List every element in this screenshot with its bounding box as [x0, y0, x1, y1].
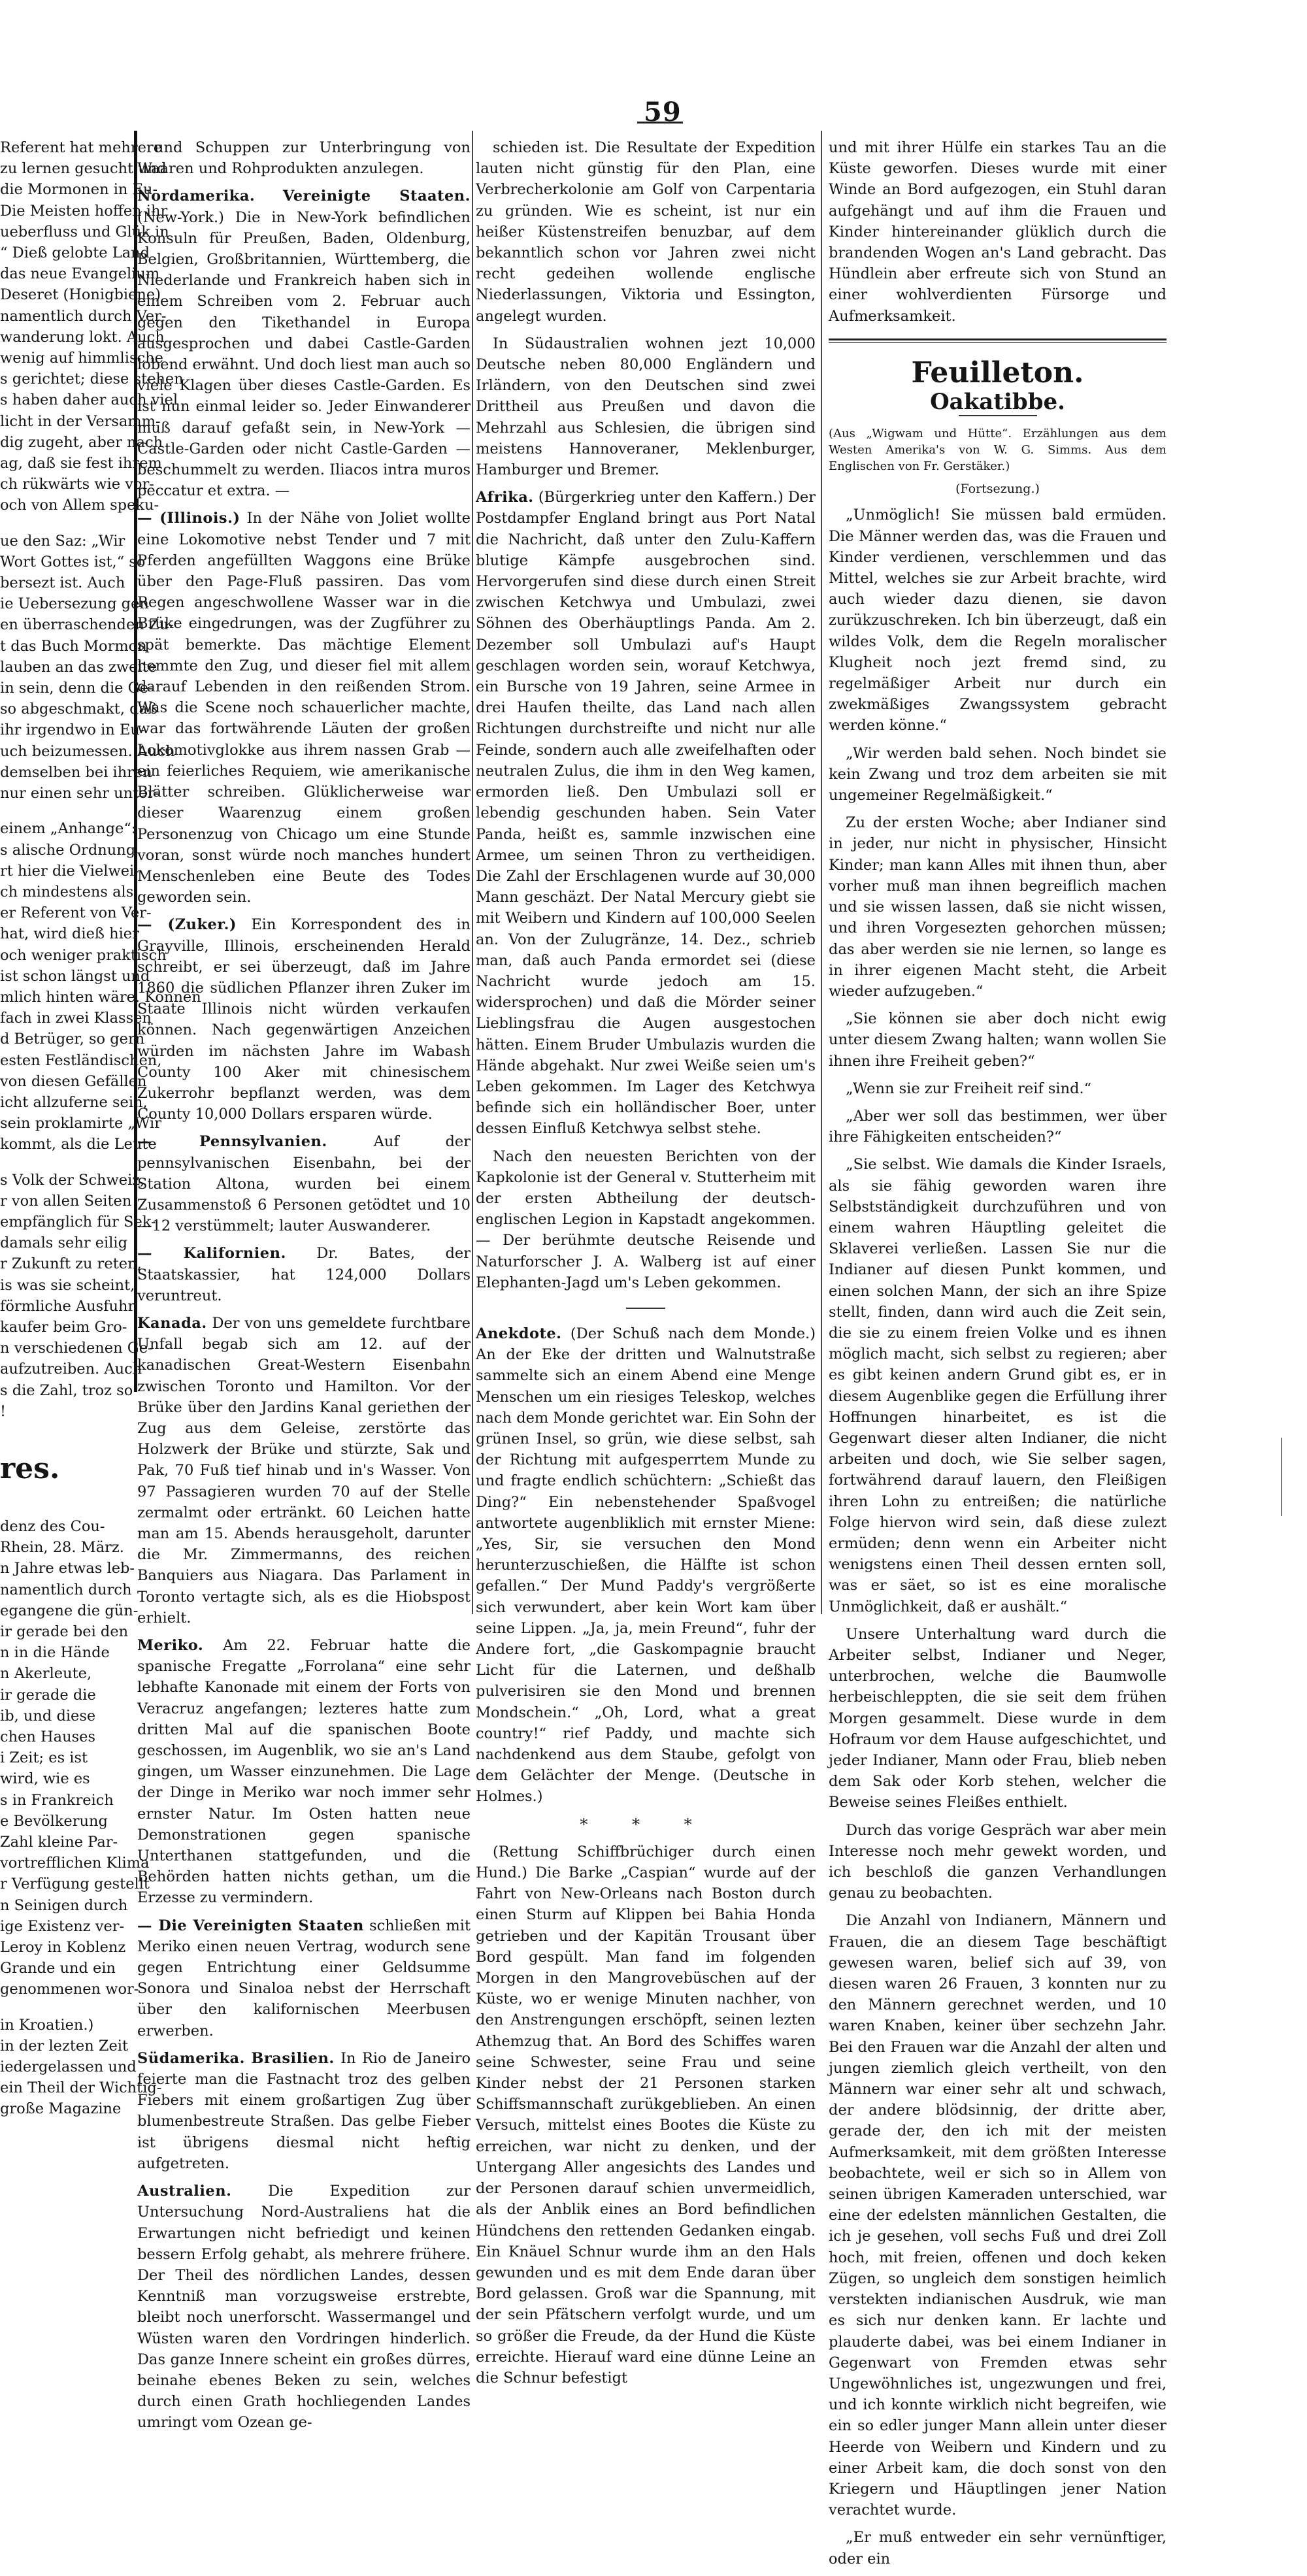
article-paragraph — [137, 2048, 471, 2174]
article-text: (New-York.) Die in New-York befindlichen Konsuln für Preußen, Baden, Oldenburg, Belgien, Großbritannien, Württemberg, die Niederlande und Frankreich haben sich in einem Schreiben vom 2. Februar auch gegen den Tikethandel in Europa ausgesprochen und dabei Castle-Garden lobend erwähnt. Und doch liest man auch so viele Klagen über dieses Castle-Garden. Es ist nun einmal leider so. Jeder Einwanderer muß darauf gefaßt sein, in New-York — Castle-Garden oder nicht Castle-Garden — beschummelt zu werden. Iliacos intra muros peccatur et extra. — — [137, 208, 471, 500]
text-line: demselben bei ihren — [0, 763, 152, 781]
text-line: ihr irgendwo in Eu- — [0, 721, 145, 739]
text-line: er Referent von Ver- — [0, 904, 152, 922]
article-paragraph — [137, 914, 471, 1125]
text-line: n Akerleute, — [0, 1665, 92, 1683]
text-line: Die Meisten hoffen ihr — [0, 202, 168, 220]
text-line: aufzutreiben. Auch — [0, 1361, 142, 1378]
text-line: och von Allem speku- — [0, 497, 159, 514]
article-separator — [626, 1308, 665, 1309]
text-line: fach in zwei Klassen — [0, 1010, 152, 1027]
text-line: von diesen Gefällen — [0, 1072, 147, 1090]
story-paragraph: „Unmöglich! Sie müssen bald ermüden. Die Männer werden das, was die Frauen und Kinder verdienen, verschlemmen und das Mittel, welches sie zur Arbeit brachte, wird auch wieder dazu dienen, sie davon zurükzuschreken. Ich bin überzeugt, daß ein wildes Volk, dem die Regeln moralischer Klugheit noch jezt fremd sind, zu regelmäßiger Arbeit nur durch ein zwekmäßiges Zwangssystem gebracht werden könne.“ — [829, 506, 1166, 735]
article-paragraph — [137, 1915, 471, 2041]
story-source-note: (Aus „Wigwam und Hütte“. Erzählungen aus dem Westen Amerika's von W. G. Simms. Aus dem Englischen von Fr. Gerstäker.) — [829, 427, 1166, 474]
article-lead: — (Zuker.) — [137, 916, 237, 934]
column-divider-2 — [472, 131, 473, 1614]
text-line: in der lezten Zeit — [0, 2037, 129, 2055]
text-line: s in Frankreich — [0, 1791, 114, 1809]
article-text: Ein Korrespondent des in Grayville, Illinois, erscheinenden Herald schreibt, er sei überzeugt, daß im Jahre 1860 die südlichen Pflanzer ihren Zuker im Staate Illinois nicht würden verkaufen können. Nach gegenwärtigen Anzeichen würden im nächsten Jahre im Wabash County 100 Aker mit chinesischem Zukerrohr bepflanzt werden, was dem County 10,000 Dollars ersparen würde. — [137, 916, 471, 1123]
text-line: wanderung lokt. Auch — [0, 328, 165, 346]
text-line: ie Uebersezung gen — [0, 595, 149, 613]
text-line: r von allen Seiten — [0, 1192, 132, 1210]
text-line: iedergelassen und — [0, 2058, 137, 2076]
story-paragraph: „Sie selbst. Wie damals die Kinder Israels, als sie fähig geworden waren ihre Selbstständigkeit durchzuführen und von einem wahren Häuptling geleitet die Sklaverei verließen. Lassen Sie nur die Indianer auf diesen Punkt kommen, und einen solchen Mann, der sich an ihre Spize stellt, finden, dann wird auch die Zeit sein, die sie zu einem freien Volke und es ihnen möglich macht, sich selbst zu regieren; aber es gibt keinen andern Grund gibt es, er in diesem Augenblike gegen die Erfüllung ihrer Hoffnungen hinarbeitet, es ist die Gegenwart dieser alten Indianer, die nicht arbeiten und doch, wie Sie selber sagen, fortwährend darauf lauern, den Fleißigen ihren Lohn zu entreißen; die natürliche Folge hiervon wird sein, daß diese zulezt ermüden; denn wenn ein Arbeiter nicht wenigstens einen Theil dessen ernten soll, was er säet, so ist es eine moralische Unmöglichkeit, daß er aushält.“ — [829, 1156, 1166, 1615]
article-text: In der Nähe von Joliet wollte eine Lokomotive nebst Tender und 7 mit Pferden angefüllten Waggons eine Brüke über den Page-Fluß passiren. Das vom Regen angeschwollene Wasser war in die Brüke eingedrungen, was der Zugführer zu spät bemerkte. Das mächtige Element hemmte den Zug, und dieser fiel mit allem darauf Lebenden in den reißenden Strom. Was die Scene noch schauerlicher machte, war das fortwährende Läuten der großen Lokomotivglokke aus ihrem nassen Grab — ein feierliches Requiem, wie amerikanische Blätter schreiben. Glüklicherweise war dieser Waarenzug einem großen Personenzug von Chicago um eine Stunde voran, sonst würde noch manches hundert Menschenleben eine Beute des Todes geworden sein. — [137, 510, 471, 906]
line-gap — [0, 804, 131, 818]
news-column-1 — [137, 137, 471, 2440]
text-line: die Mormonen in Eu- — [0, 181, 158, 199]
text-line: vortrefflichen Klima — [0, 1855, 150, 1872]
article-paragraph — [137, 2181, 471, 2433]
article-lead: Meriko. — [137, 1637, 204, 1655]
title-rule — [959, 415, 1037, 416]
text-line: denz des Cou- — [0, 1517, 105, 1535]
text-line: ue den Saz: „Wir — [0, 532, 125, 550]
text-line: d Betrüger, so gern — [0, 1031, 145, 1048]
text-line: “ Dieß gelobte Land — [0, 244, 150, 262]
text-line: e Bevölkerung — [0, 1812, 108, 1830]
article-text: und Schuppen zur Unterbringung von Waaren und Rohprodukten anzulegen. — [137, 139, 471, 178]
article-text: Am 22. Februar hatte die spanische Fregatte „Forrolana“ eine sehr lebhafte Kanonade mit einem der Forts von Veracruz angefangen; lezteres hatte zum dritten Mal auf die spanischen Boote geschossen, im Augenblik, wo sie an's Land gingen, um Wasser einzunehmen. Die Lage der Dinge in Meriko war noch immer sehr ernster Natur. Im Osten hatten neue Demonstrationen gegen spanische Unterthanen stattgefunden, und die Behörden hatten nichts gethan, um die Erzesse zu vermindern. — [137, 1637, 471, 1907]
text-line: licht in der Versamm- — [0, 412, 161, 430]
text-line: ag, daß sie fest ihrem — [0, 455, 162, 472]
text-line: r Verfügung gestellt — [0, 1875, 150, 1893]
margin-mark — [1281, 1438, 1282, 1516]
text-line: namentlich durch — [0, 1581, 132, 1598]
article-text: schließen mit Meriko einen neuen Vertrag, wodurch sene gegen Entrichtung einer Geldsumme Sonora und Sinaloa nebst der Herrschaft über den kalifornischen Meerbusen erwerben. — [137, 1917, 471, 2039]
article-lead: — Die Vereinigten Staaten — [137, 1917, 364, 1934]
text-line: wird, wie es — [0, 1770, 90, 1788]
text-line: ib, und diese — [0, 1707, 96, 1725]
article-lead: Australien. — [137, 2183, 232, 2200]
article-lead: — (Illinois.) — [137, 510, 240, 527]
story-paragraph: „Er muß entweder ein sehr vernünftiger, oder ein — [829, 2529, 1166, 2568]
article-text: (Bürgerkrieg unter den Kaffern.) Der Postdampfer England bringt aus Port Natal die Nachricht, daß unter den Zulu-Kaffern blutige Kämpfe ausgebrochen sind. Hervorgerufen sind diese durch einen Streit zwischen Ketchwya und Umbulazi, zwei Söhnen des Oberhäuptlings Panda. Am 2. Dezember soll Umbulazi auf's Haupt geschlagen worden sein, worauf Ketchwya, ein Bursche von 19 Jahren, seine Armee in drei Haufen theilte, das Land nach allen Richtungen durchstreifte und nicht nur alle Feinde, sondern auch alle zweifelhaften oder neutralen Zulus, die ihm in den Weg kamen, ermorden ließ. Den Umbulazi soll er lebendig geschunden haben. Sein Vater Panda, heißt es, sammle inzwischen eine Armee, um seinen Thron zu vertheidigen. Die Zahl der Erschlagenen wurde auf 30,000 Mann geschäzt. Der Natal Mercury giebt sie mit Weibern und Kindern auf 100,000 Seelen an. Von der Zulugränze, 14. Dez., schrieb man, daß auch Panda ermordet sei (diese Nachricht wurde jedoch am 15. widersprochen) und daß die Mörder seiner Lieblingsfrau die Augen ausgestochen hätten. Einem Bruder Umbulazis wurden die Hände abgehakt. Nur zwei Weiße seien um's Leben gekommen. Im Lager des Ketchwya befinde sich ein holländischer Boer, unter dessen Einfluß Ketchwya selbst stehe. — [476, 489, 816, 1138]
article-paragraph — [476, 1323, 816, 1808]
article-lead: Kanada. — [137, 1314, 207, 1332]
text-line: ir gerade bei den — [0, 1623, 129, 1640]
text-line: große Magazine — [0, 2100, 122, 2118]
text-line: rt hier die Vielwei- — [0, 862, 139, 880]
text-line: namentlich durch Ver- — [0, 307, 167, 325]
article-paragraph — [476, 137, 816, 327]
story-paragraph: „Aber wer soll das bestimmen, wer über ihre Fähigkeiten entscheiden?“ — [829, 1107, 1166, 1146]
text-line: n Jahre etwas leb- — [0, 1560, 135, 1577]
article-text: Nach den neuesten Berichten von der Kapkolonie ist der General v. Stutterheim mit der ersten Abtheilung der deutsch-englischen Legion in Kapstadt angekommen. — Der berühmte deutsche Reisende und Naturforscher J. A. Walberg ist auf einer Elephanten-Jagd um's Leben gekommen. — [476, 1148, 816, 1291]
line-gap — [0, 1155, 131, 1170]
article-text: (Rettung Schiffbrüchiger durch einen Hund.) Die Barke „Caspian“ wurde auf der Fahrt von New-Orleans nach Boston durch einen Sturm auf Klippen bei Bahia Honda getrieben und der Kapitän Trousant über Bord gespült. Man fand im folgenden Morgen in den Mangrovebüschen auf der Küste, wo er wenige Minuten nachher, von den Anstrengungen erschöpft, seinen lezten Athemzug that. An Bord des Schiffes waren seine Schwester, seine Frau und seine Kinder nebst der 21 Personen starken Schiffsmannschaft zurükgeblieben. An einen Versuch, mittelst eines Bootes die Küste zu erreichen, war nicht zu denken, und der Untergang Aller angesichts des Landes und der Personen darauf schien unvermeidlich, als der Anblik eines an Bord befindlichen Hündchens den rettenden Gedanken eingab. Ein Knäuel Schnur wurde ihm an den Hals gewunden und es mit dem Ende daran über Bord gelassen. Groß war die Spannung, mit der sein Pfätschern verfolgt wurde, und um so größer die Freude, da der Hund die Küste erreichte. Hierauf ward eine dünne Leine an die Schnur befestigt — [476, 1843, 816, 2386]
text-line: ige Existenz ver- — [0, 1917, 125, 1935]
text-line: en überraschenden Zu- — [0, 616, 174, 634]
text-line: s haben daher auch viel — [0, 391, 178, 409]
page-number-rule — [637, 122, 683, 124]
text-line: förmliche Ausfuhr — [0, 1297, 135, 1315]
line-gap — [0, 1422, 131, 1436]
text-line: ein Theil der Wichtig- — [0, 2079, 162, 2097]
text-line: is was sie scheint, — [0, 1276, 135, 1294]
text-line: mlich hinten wäre. Können — [0, 988, 201, 1006]
text-line: Deseret (Honigbiene) — [0, 286, 161, 304]
text-line: s Volk der Schweiz, — [0, 1171, 145, 1189]
story-paragraph: Unsere Unterhaltung ward durch die Arbeiter selbst, Indianer und Neger, unterbrochen, welche die Baumwolle herbeischleppten, die sie seit dem frühen Morgen gesammelt. Diese wurde in dem Hofraum vor dem Hause aufgeschichtet, und jeder Indianer, Mann oder Frau, blieb neben dem Sak oder Korb stehen, welcher die Beweise seines Fleißes enthielt. — [829, 1625, 1166, 1811]
article-text: (Der Schuß nach dem Monde.) An der Eke der dritten und Walnutstraße sammelte sich an einem Abend eine Menge Menschen um ein riesiges Teleskop, welches nach dem Monde gerichtet war. Ein Sohn der grünen Insel, so grün, wie diese selbst, sah der Richtung mit aufgesperrtem Munde zu und fragte endlich schüchtern: „Schießt das Ding?“ Ein nebenstehender Spaßvogel antwortete augenbliklich mit ernster Miene: „Yes, Sir, sie versuchen den Mond herunterzuschießen, die Hälfte ist schon gefallen.“ Der Mund Paddy's vergrößerte sich verwundert, aber kein Wort kam über seine Lippen. „Ja, ja, mein Freund“, fuhr der Andere fort, „die Gaskompagnie braucht Licht für die Laternen, und deßhalb pulverisiren sie den Mond und brennen Mondschein.“ „Oh, Lord, what a great country!“ rief Paddy, und machte sich nachdenkend aus dem Staube, gefolgt von dem Gelächter der Menge. (Deutsche in Holmes.) — [476, 1325, 816, 1806]
text-line: ch rükwärts wie vor- — [0, 476, 154, 493]
article-lead: Anekdote. — [476, 1325, 562, 1342]
text-line: n verschiedenen Ge- — [0, 1340, 153, 1357]
line-gap — [0, 516, 131, 531]
text-line: ! — [0, 1402, 7, 1420]
story-paragraph: Zu der ersten Woche; aber Indianer sind in jeder, nur nicht in physischer, Hinsicht Kinder; man kann Alles mit ihnen thun, aber vorher muß man ihnen begreiflich machen und sie wissen lassen, daß sie nicht wissen, und ihren Vorgesezten gehorchen müssen; das aber werden sie nie lernen, so lange es in ihrer eigenen Macht steht, die Arbeit wieder aufzugeben.“ — [829, 814, 1166, 1000]
line-gap — [0, 1502, 131, 1516]
text-line: bersezt ist. Auch — [0, 574, 125, 592]
text-line: Referent hat mehrere — [0, 139, 163, 156]
article-paragraph — [137, 1131, 471, 1236]
article-text: Die Expedition zur Untersuchung Nord-Australiens hat die Erwartungen nicht befriedigt und keinen bessern Erfolg gehabt, als mehrere frühere. Der Theil des nördlichen Landes, dessen Kenntniß man vorzugsweise erstrebte, bleibt noch unerforscht. Wassermangel und Wüsten waren den Vordringen hinderlich. Das ganze Innere scheint ein großes dürres, beinahe ebenes Beken zu sein, welches durch einen Grath hochliegenden Landes umringt vom Ozean ge- — [137, 2183, 471, 2432]
text-line: s alische Ordnung — [0, 841, 136, 859]
text-line: ir gerade die — [0, 1686, 96, 1704]
text-line: ist schon längst und — [0, 967, 150, 985]
text-line: in Kroatien.) — [0, 2016, 94, 2034]
text-line: s gerichtet; diese stehen — [0, 371, 184, 388]
story-paragraph: „Wenn sie zur Freiheit reif sind.“ — [846, 1080, 1092, 1097]
text-line: einem „Anhange“: — [0, 820, 137, 838]
article-lead: Nordamerika. — [137, 188, 256, 205]
text-line: i Zeit; es ist — [0, 1749, 88, 1767]
article-lead: — Pennsylvanien. — [137, 1133, 327, 1151]
text-line: empfänglich für Sek- — [0, 1213, 156, 1230]
asterism: * * * — [580, 1815, 712, 1834]
page-number: 59 — [644, 97, 682, 127]
text-line: t das Buch Mormon — [0, 637, 147, 655]
text-line: egangene die gün- — [0, 1602, 139, 1619]
story-paragraph: Durch das vorige Gespräch war aber mein Interesse noch mehr gewekt worden, und ich beschloß die ganzen Verhandlungen genau zu beobachten. — [829, 1821, 1166, 1902]
story-title: Oakatibbe. — [930, 389, 1065, 416]
text-line: nur einen sehr unter- — [0, 785, 159, 802]
text-line: chen Hauses — [0, 1728, 95, 1746]
text-line: kaufer beim Gro- — [0, 1318, 127, 1336]
article-paragraph — [476, 487, 816, 1139]
text-line: n in die Hände — [0, 1644, 110, 1662]
text-line: ch mindestens als — [0, 883, 134, 900]
text-line: sein proklamirte „Wir — [0, 1115, 161, 1132]
text-line: damals sehr eilig — [0, 1234, 128, 1252]
article-paragraph — [476, 1146, 816, 1293]
article-paragraph — [137, 1635, 471, 1909]
article-paragraph — [137, 186, 471, 501]
text-line: Rhein, 28. März. — [0, 1539, 124, 1557]
article-paragraph — [476, 1841, 816, 2388]
text-line: hat, wird dieß hier — [0, 925, 139, 943]
text-line: Zahl kleine Par- — [0, 1834, 118, 1851]
line-gap — [0, 2000, 131, 2015]
news-column-2 — [476, 137, 816, 2395]
text-line: lauben an das zweite — [0, 658, 157, 676]
text-line: Wort Gottes ist,“ so — [0, 553, 146, 570]
text-line: n Seinigen durch — [0, 1896, 128, 1914]
article-lead: Afrika. — [476, 489, 534, 506]
article-lead: — Kalifornien. — [137, 1245, 286, 1263]
text-line: genommenen wor- — [0, 1981, 139, 1998]
text-line: och weniger praktisch — [0, 946, 167, 964]
story-paragraph: „Wir werden bald sehen. Noch bindet sie kein Zwang und troz dem arbeiten sie mit ungemeiner Regelmäßigkeit.“ — [829, 744, 1166, 804]
article-sublead: Vereinigte Staaten. — [282, 188, 471, 205]
article-lead: Südamerika. — [137, 2049, 245, 2067]
feuilleton-heading: Feuilleton. — [911, 355, 1084, 389]
continuation-note: (Fortsezung.) — [955, 482, 1040, 497]
text-line: s die Zahl, troz so — [0, 1381, 133, 1399]
story-body — [829, 504, 1166, 2569]
text-line: das neue Evangelium — [0, 265, 160, 283]
article-sublead: Brasilien. — [251, 2049, 335, 2067]
article-paragraph: und mit ihrer Hülfe ein starkes Tau an die Küste geworfen. Dieses wurde mit einer Winde an Bord aufgezogen, ein Stuhl daran aufgehängt und auf ihm die Frauen und Kinder hintereinander glüklich durch die brandenden Wogen an's Land gebracht. Das Hündlein aber erfreute sich von Stund an einer wohlverdienten Fürsorge und Aufmerksamkeit. — [829, 139, 1166, 325]
text-line: dig zugeht, aber nach — [0, 433, 163, 451]
column-divider-3 — [821, 131, 822, 1614]
text-line: icht allzuferne sein, — [0, 1093, 148, 1111]
story-paragraph: „Sie können sie aber doch nicht ewig unter diesem Zwang halten; wann wollen Sie ihnen ihre Freiheit geben?“ — [829, 1010, 1166, 1070]
story-paragraph: Die Anzahl von Indianern, Männern und Frauen, die an diesem Tage beschäftigt gewesen waren, belief sich auf 39, von diesen waren 26 Frauen, 3 konnten nur zu den Männern gerechnet werden, und 10 waren Knaben, keiner über sechzehn Jahr. Bei den Frauen war die Anzahl der alten und jungen ziemlich gleich vertheilt, von den Männern war einer sehr alt und schwach, der andere blödsinnig, der dritte aber, gerade der, den ich mit der meisten Aufmerksamkeit, mit dem größten Interesse beobachtete, weil er sich so in Allem von seinen übrigen Kameraden unterschied, war eine der edelsten männlichen Gestalten, die ich je gesehen, voll sechs Fuß und drei Zoll hoch, mit freien, offenen und doch keken Zügen, so ungleich dem sonstigen heimlich verstekten indianischen Ausdruk, wie man es sich nur denken kann. Er lachte und plauderte dabei, was bei einem Indianer in Gegenwart von Fremden etwas sehr Ungewöhnliches ist, ungezwungen und frei, und ich konnte wirklich nicht begreifen, wie ein so edler junger Mann allein unter dieser Heerde von Weibern und Kindern und zu einer Arbeit kam, die doch sonst von den Kriegern und Häuptlingen jener Nation verachtet wurde. — [829, 1912, 1166, 2519]
text-line: in sein, denn die Ge- — [0, 680, 154, 697]
text-line: Leroy in Koblenz — [0, 1939, 126, 1957]
article-paragraph — [137, 508, 471, 908]
article-text: In Südaustralien wohnen jezt 10,000 Deutsche neben 80,000 Engländern und Irländern, von den Deutschen sind zwei Drittheil aus Preußen und davon die Mehrzahl aus Schlesien, die übrigen sind meistens Hannoveraner, Meklenburger, Hamburger und Bremer. — [476, 335, 816, 479]
text-line: ueberfluss und Glük in — [0, 223, 169, 240]
article-text: Der von uns gemeldete furchtbare Unfall begab sich am 12. auf der kanadischen Great-Western Eisenbahn zwischen Toronto und Hamilton. Vor der Brüke über den Jardins Kanal geriethen der Zug aus dem Geleise, zerstörte das Holzwerk der Brüke und stürzte, Sak und Pak, 70 Fuß tief hinab und in's Wasser. Von 97 Passagieren wurden 70 auf der Stelle zermalmt oder ertränkt. 60 Leichen hatte man am 15. Abends herausgeholt, darunter die Mr. Zimmermanns, des reichen Banquiers aus Niagara. Das Parlament in Toronto vertagte sich, als es die Hiobspost erhielt. — [137, 1314, 471, 1627]
text-line: zu lernen gesucht und — [0, 160, 167, 178]
news-column-3 — [829, 137, 1166, 2576]
article-text: schieden ist. Die Resultate der Expedition lauten nicht günstig für den Plan, eine Verbrecherkolonie am Golf von Carpentaria zu gründen. Wie es scheint, ist nur ein heißer Küstenstreifen benuzbar, auf dem bekanntlich schon vor Jahren zwei nicht recht gedeihen wollende englische Niederlassungen, Viktoria und Essington, angelegt wurden. — [476, 139, 816, 325]
article-paragraph — [137, 1313, 471, 1628]
article-paragraph — [137, 1243, 471, 1306]
article-text: In Rio de Janeiro feierte man die Fastnacht troz des gelben Fiebers mit einem großartigen Zug über blumenbestreute Straßen. Das gelbe Fieber ist übrigens diesmal nicht heftig aufgetreten. — [137, 2049, 471, 2172]
text-line: wenig auf himmlische — [0, 350, 163, 367]
text-line: Grande und ein — [0, 1960, 116, 1977]
section-heading-fragment: res. — [0, 1451, 60, 1485]
text-line: kommt, als die Leute — [0, 1136, 157, 1153]
text-line: r Zukunft zu reten, — [0, 1255, 142, 1273]
text-line: so abgeschmakt, daß — [0, 701, 157, 718]
article-paragraph — [137, 137, 471, 179]
text-line: uch beizumessen. Auch — [0, 742, 175, 760]
section-divider — [829, 339, 1166, 343]
article-text: Auf der pennsylvanischen Eisenbahn, bei der Station Altona, wurden bei einem Zusammenstoß 6 Personen getödtet und 10—12 verstümmelt; lauter Auswanderer. — [137, 1133, 471, 1235]
article-text: Dr. Bates, der Staatskassier, hat 124,000 Dollars veruntreut. — [137, 1245, 471, 1304]
article-paragraph — [476, 333, 816, 480]
text-line: esten Festländischen, — [0, 1051, 162, 1069]
